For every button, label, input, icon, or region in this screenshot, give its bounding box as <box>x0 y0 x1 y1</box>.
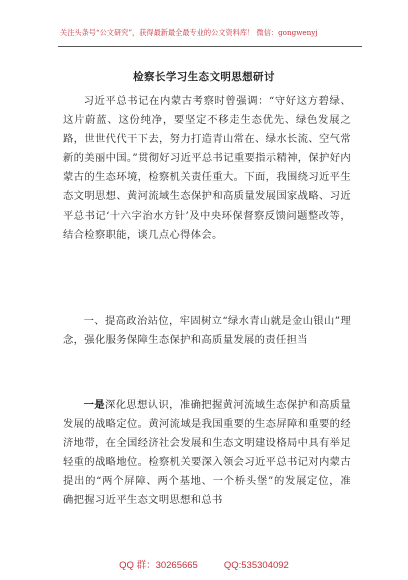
point-1-text: 深化思想认识，准确把握黄河流域生态保护和高质量发展的战略定位。黄河流域是我国重要的生态屏障和重要的经济地带，在全国经济社会发展和生态文明建设格局中具有举足轻重的战略地位。检察机关要深入领会习近平总书记对内蒙古提出的“两个屏障、两个基地、一个桥头堡”的发展定位，准确把握习近平生态文明思想和总书 <box>63 399 351 507</box>
document-title: 检察长学习生态文明思想研讨 <box>133 71 275 83</box>
header-notice: 关注头条号“公文研究”，获得最新最全最专业的公文资料库！ 微信：gongwenyj <box>60 28 318 37</box>
paragraph-intro: 习近平总书记在内蒙古考察时曾强调：“守好这方碧绿、这片蔚蓝、这份纯净，要坚定不移走生态优先、绿色发展之路，世世代代干下去，努力打造青山常在、绿水长流、空气常新的美丽中国。”贯彻好习近平总书记重要指示精神，保护好内蒙古的生态环境，检察机关责任重大。下面，我围绕习近平生态文明思想、黄河流域生态保护和高质量发展国家战略、习近平总书记‘十六字治水方针’及中央环保督察反馈问题整改等，结合检察职能，谈几点心得体会。 <box>63 95 351 241</box>
header-divider <box>58 46 362 47</box>
footer-contacts <box>0 557 408 571</box>
paragraph-point-1 <box>63 396 351 544</box>
footer-qq: QQ:535304092 <box>223 560 289 571</box>
section-heading-1: 一、提高政治站位，牢固树立“绿水青山就是金山银山”理念，强化服务保障生态保护和高质量发展的责任担当 <box>63 315 351 347</box>
point-lead-label: 一是 <box>83 399 105 411</box>
footer-qq-group: QQ 群：30265665 <box>119 560 198 571</box>
